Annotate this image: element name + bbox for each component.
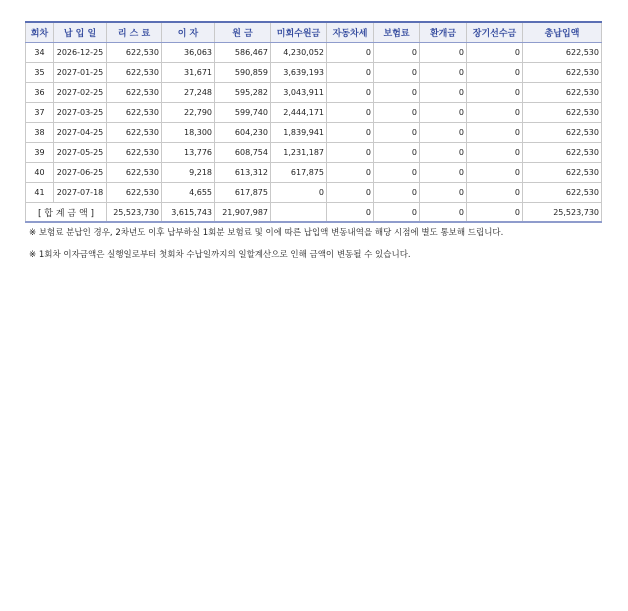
table-cell: 622,530 bbox=[523, 43, 602, 63]
table-cell: 0 bbox=[420, 43, 467, 63]
total-advance: 0 bbox=[467, 203, 523, 223]
table-cell: 622,530 bbox=[523, 103, 602, 123]
table-cell: 39 bbox=[26, 143, 54, 163]
table-cell: 3,043,911 bbox=[271, 83, 327, 103]
column-header: 보험료 bbox=[374, 22, 420, 43]
table-cell: 0 bbox=[420, 183, 467, 203]
table-cell: 0 bbox=[327, 63, 374, 83]
table-cell: 2026-12-25 bbox=[54, 43, 107, 63]
table-cell: 599,740 bbox=[215, 103, 271, 123]
total-refund: 0 bbox=[420, 203, 467, 223]
table-cell: 0 bbox=[327, 143, 374, 163]
table-row bbox=[26, 103, 602, 123]
table-cell: 0 bbox=[327, 163, 374, 183]
table-row bbox=[26, 123, 602, 143]
table-cell: 0 bbox=[374, 183, 420, 203]
column-header: 회차 bbox=[26, 22, 54, 43]
table-cell: 0 bbox=[420, 163, 467, 183]
table-cell: 13,776 bbox=[162, 143, 215, 163]
table-cell: 0 bbox=[420, 83, 467, 103]
total-interest: 3,615,743 bbox=[162, 203, 215, 223]
table-cell: 0 bbox=[467, 163, 523, 183]
table-cell: 0 bbox=[327, 43, 374, 63]
table-cell: 4,655 bbox=[162, 183, 215, 203]
table-cell: 622,530 bbox=[523, 163, 602, 183]
table-cell: 3,639,193 bbox=[271, 63, 327, 83]
table-cell: 0 bbox=[327, 83, 374, 103]
table-cell: 2027-07-18 bbox=[54, 183, 107, 203]
column-header: 미회수원금 bbox=[271, 22, 327, 43]
table-cell: 0 bbox=[467, 43, 523, 63]
table-cell: 0 bbox=[420, 123, 467, 143]
table-cell: 0 bbox=[271, 183, 327, 203]
table-cell: 2027-04-25 bbox=[54, 123, 107, 143]
table-cell: 617,875 bbox=[271, 163, 327, 183]
table-cell: 22,790 bbox=[162, 103, 215, 123]
table-cell: 0 bbox=[420, 143, 467, 163]
table-row bbox=[26, 43, 602, 63]
table-cell: 0 bbox=[467, 183, 523, 203]
table-cell: 622,530 bbox=[107, 163, 162, 183]
table-cell: 0 bbox=[467, 123, 523, 143]
table-cell: 9,218 bbox=[162, 163, 215, 183]
table-cell: 595,282 bbox=[215, 83, 271, 103]
table-row bbox=[26, 63, 602, 83]
table-cell: 0 bbox=[467, 143, 523, 163]
table-cell: 586,467 bbox=[215, 43, 271, 63]
table-cell: 0 bbox=[374, 163, 420, 183]
table-cell: 0 bbox=[374, 143, 420, 163]
table-cell: 35 bbox=[26, 63, 54, 83]
table-cell: 1,839,941 bbox=[271, 123, 327, 143]
table-cell: 622,530 bbox=[523, 143, 602, 163]
table-cell: 1,231,187 bbox=[271, 143, 327, 163]
table-cell: 0 bbox=[467, 103, 523, 123]
table-cell: 622,530 bbox=[523, 63, 602, 83]
table-cell: 27,248 bbox=[162, 83, 215, 103]
table-cell: 622,530 bbox=[523, 183, 602, 203]
table-cell: 2027-03-25 bbox=[54, 103, 107, 123]
table-row bbox=[26, 163, 602, 183]
table-cell: 2027-05-25 bbox=[54, 143, 107, 163]
table-cell: 37 bbox=[26, 103, 54, 123]
table-row bbox=[26, 143, 602, 163]
total-principal: 21,907,987 bbox=[215, 203, 271, 223]
table-cell: 622,530 bbox=[107, 63, 162, 83]
table-cell: 0 bbox=[327, 103, 374, 123]
table-cell: 36 bbox=[26, 83, 54, 103]
total-label: [ 합 계 금 액 ] bbox=[26, 203, 107, 223]
table-cell: 622,530 bbox=[107, 83, 162, 103]
column-header: 총납입액 bbox=[523, 22, 602, 43]
column-header: 자동차세 bbox=[327, 22, 374, 43]
payment-schedule-table bbox=[25, 21, 602, 223]
column-header: 환개금 bbox=[420, 22, 467, 43]
column-header: 이 자 bbox=[162, 22, 215, 43]
table-cell: 622,530 bbox=[107, 103, 162, 123]
table-header-row bbox=[26, 22, 602, 43]
table-cell: 38 bbox=[26, 123, 54, 143]
table-cell: 590,859 bbox=[215, 63, 271, 83]
table-cell: 41 bbox=[26, 183, 54, 203]
table-cell: 2027-02-25 bbox=[54, 83, 107, 103]
table-cell: 18,300 bbox=[162, 123, 215, 143]
table-cell: 36,063 bbox=[162, 43, 215, 63]
table-cell: 613,312 bbox=[215, 163, 271, 183]
table-cell: 0 bbox=[467, 83, 523, 103]
table-cell: 0 bbox=[327, 123, 374, 143]
column-header: 장기선수금 bbox=[467, 22, 523, 43]
table-cell: 2,444,171 bbox=[271, 103, 327, 123]
table-cell: 0 bbox=[420, 103, 467, 123]
total-row bbox=[26, 203, 602, 223]
table-cell: 622,530 bbox=[107, 43, 162, 63]
table-cell: 622,530 bbox=[107, 143, 162, 163]
table-cell: 2027-01-25 bbox=[54, 63, 107, 83]
payment-schedule bbox=[25, 21, 601, 223]
insurance-note: ※ 보험료 분납인 경우, 2차년도 이후 납부하실 1회분 보험료 및 이에 따른 납입액 변동내역을 해당 시점에 별도 통보해 드립니다. bbox=[29, 228, 504, 238]
table-row bbox=[26, 83, 602, 103]
column-header: 납 입 일 bbox=[54, 22, 107, 43]
total-outstanding bbox=[271, 203, 327, 223]
column-header: 리 스 료 bbox=[107, 22, 162, 43]
total-grand: 25,523,730 bbox=[523, 203, 602, 223]
table-cell: 0 bbox=[374, 123, 420, 143]
table-cell: 608,754 bbox=[215, 143, 271, 163]
total-lease: 25,523,730 bbox=[107, 203, 162, 223]
interest-note: ※ 1회차 이자금액은 실행일로부터 첫회차 수납일까지의 일할계산으로 인해 금액이 변동될 수 있습니다. bbox=[29, 250, 411, 260]
table-cell: 622,530 bbox=[523, 123, 602, 143]
table-cell: 0 bbox=[374, 103, 420, 123]
table-cell: 0 bbox=[374, 43, 420, 63]
table-cell: 604,230 bbox=[215, 123, 271, 143]
table-cell: 617,875 bbox=[215, 183, 271, 203]
table-cell: 2027-06-25 bbox=[54, 163, 107, 183]
total-insurance: 0 bbox=[374, 203, 420, 223]
table-cell: 0 bbox=[467, 63, 523, 83]
table-cell: 0 bbox=[374, 83, 420, 103]
table-cell: 0 bbox=[374, 63, 420, 83]
table-cell: 622,530 bbox=[107, 123, 162, 143]
table-row bbox=[26, 183, 602, 203]
column-header: 원 금 bbox=[215, 22, 271, 43]
table-cell: 40 bbox=[26, 163, 54, 183]
total-car-tax: 0 bbox=[327, 203, 374, 223]
table-cell: 34 bbox=[26, 43, 54, 63]
table-cell: 0 bbox=[327, 183, 374, 203]
table-cell: 0 bbox=[420, 63, 467, 83]
table-cell: 622,530 bbox=[523, 83, 602, 103]
table-cell: 31,671 bbox=[162, 63, 215, 83]
table-cell: 622,530 bbox=[107, 183, 162, 203]
table-cell: 4,230,052 bbox=[271, 43, 327, 63]
